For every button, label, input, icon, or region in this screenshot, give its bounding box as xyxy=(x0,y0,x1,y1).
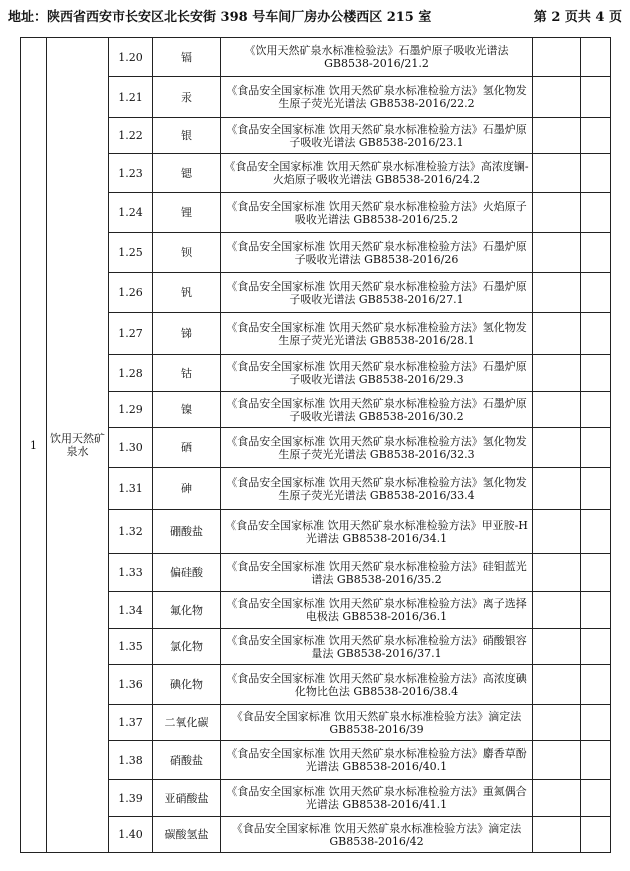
table-row xyxy=(21,741,611,780)
test-method: 《食品安全国家标准 饮用天然矿泉水标准检验方法》硅钼蓝光谱法 GB8538-2016/35.2 xyxy=(221,554,533,592)
test-method: 《食品安全国家标准 饮用天然矿泉水标准检验方法》火焰原子吸收光谱法 GB8538-2016/25.2 xyxy=(221,193,533,233)
empty-cell xyxy=(533,741,581,780)
table-row xyxy=(21,817,611,853)
test-method: 《食品安全国家标准 饮用天然矿泉水标准检验方法》氢化物发生原子荧光光谱法 GB8538-2016/33.4 xyxy=(221,468,533,510)
item-number: 1.36 xyxy=(109,665,153,705)
item-number: 1.33 xyxy=(109,554,153,592)
table-row xyxy=(21,592,611,629)
table-row xyxy=(21,392,611,428)
parameter-name: 亚硝酸盐 xyxy=(153,780,221,817)
empty-cell xyxy=(581,392,611,428)
test-method: 《食品安全国家标准 饮用天然矿泉水标准检验方法》氢化物发生原子荧光光谱法 GB8538-2016/28.1 xyxy=(221,313,533,355)
table-body xyxy=(21,38,611,853)
item-number: 1.35 xyxy=(109,629,153,665)
item-number: 1.37 xyxy=(109,705,153,741)
empty-cell xyxy=(581,77,611,118)
product-category: 饮用天然矿泉水 xyxy=(47,38,109,853)
table-row xyxy=(21,154,611,193)
test-method: 《食品安全国家标准 饮用天然矿泉水标准检验方法》氢化物发生原子荧光光谱法 GB8538-2016/32.3 xyxy=(221,428,533,468)
table-row xyxy=(21,780,611,817)
item-number: 1.21 xyxy=(109,77,153,118)
parameter-name: 硒 xyxy=(153,428,221,468)
test-method: 《食品安全国家标准 饮用天然矿泉水标准检验方法》甲亚胺-H 光谱法 GB8538-2016/34.1 xyxy=(221,510,533,554)
page-header xyxy=(8,6,622,24)
parameter-name: 砷 xyxy=(153,468,221,510)
test-method: 《食品安全国家标准 饮用天然矿泉水标准检验方法》高浓度镧-火焰原子吸收光谱法 GB8538-2016/24.2 xyxy=(221,154,533,193)
parameter-name: 氯化物 xyxy=(153,629,221,665)
empty-cell xyxy=(533,554,581,592)
item-number: 1.40 xyxy=(109,817,153,853)
empty-cell xyxy=(581,273,611,313)
test-method: 《食品安全国家标准 饮用天然矿泉水标准检验方法》离子选择电极法 GB8538-2016/36.1 xyxy=(221,592,533,629)
test-method: 《食品安全国家标准 饮用天然矿泉水标准检验方法》石墨炉原子吸收光谱法 GB8538-2016/26 xyxy=(221,233,533,273)
table-row xyxy=(21,233,611,273)
item-number: 1.23 xyxy=(109,154,153,193)
table-row xyxy=(21,428,611,468)
item-number: 1.20 xyxy=(109,38,153,77)
item-number: 1.31 xyxy=(109,468,153,510)
empty-cell xyxy=(533,38,581,77)
test-method: 《食品安全国家标准 饮用天然矿泉水标准检验方法》石墨炉原子吸收光谱法 GB8538-2016/23.1 xyxy=(221,118,533,154)
empty-cell xyxy=(533,468,581,510)
table-row xyxy=(21,313,611,355)
empty-cell xyxy=(533,705,581,741)
test-method: 《食品安全国家标准 饮用天然矿泉水标准检验方法》石墨炉原子吸收光谱法 GB8538-2016/30.2 xyxy=(221,392,533,428)
table-row xyxy=(21,77,611,118)
empty-cell xyxy=(581,233,611,273)
empty-cell xyxy=(581,510,611,554)
test-method: 《食品安全国家标准 饮用天然矿泉水标准检验方法》氢化物发生原子荧光光谱法 GB8538-2016/22.2 xyxy=(221,77,533,118)
parameter-name: 钡 xyxy=(153,233,221,273)
item-number: 1.24 xyxy=(109,193,153,233)
table-row xyxy=(21,705,611,741)
table-row xyxy=(21,665,611,705)
table-row xyxy=(21,629,611,665)
parameter-name: 碳酸氢盐 xyxy=(153,817,221,853)
parameter-name: 锶 xyxy=(153,154,221,193)
empty-cell xyxy=(533,118,581,154)
empty-cell xyxy=(581,193,611,233)
parameter-name: 硼酸盐 xyxy=(153,510,221,554)
empty-cell xyxy=(581,554,611,592)
empty-cell xyxy=(581,313,611,355)
test-method: 《食品安全国家标准 饮用天然矿泉水标准检验方法》石墨炉原子吸收光谱法 GB8538-2016/27.1 xyxy=(221,273,533,313)
parameter-name: 偏硅酸 xyxy=(153,554,221,592)
empty-cell xyxy=(533,428,581,468)
test-method: 《食品安全国家标准 饮用天然矿泉水标准检验方法》滴定法 GB8538-2016/42 xyxy=(221,817,533,853)
empty-cell xyxy=(533,273,581,313)
parameter-name: 硝酸盐 xyxy=(153,741,221,780)
parameter-name: 钴 xyxy=(153,355,221,392)
test-method: 《食品安全国家标准 饮用天然矿泉水标准检验方法》硝酸银容量法 GB8538-2016/37.1 xyxy=(221,629,533,665)
parameter-name: 锂 xyxy=(153,193,221,233)
item-number: 1.27 xyxy=(109,313,153,355)
test-method: 《食品安全国家标准 饮用天然矿泉水标准检验方法》高浓度碘化物比色法 GB8538-2016/38.4 xyxy=(221,665,533,705)
empty-cell xyxy=(581,154,611,193)
test-method: 《食品安全国家标准 饮用天然矿泉水标准检验方法》重氮偶合光谱法 GB8538-2016/41.1 xyxy=(221,780,533,817)
item-number: 1.29 xyxy=(109,392,153,428)
parameter-name: 镉 xyxy=(153,38,221,77)
empty-cell xyxy=(581,428,611,468)
item-number: 1.34 xyxy=(109,592,153,629)
test-method: 《食品安全国家标准 饮用天然矿泉水标准检验方法》滴定法 GB8538-2016/39 xyxy=(221,705,533,741)
parameter-name: 钒 xyxy=(153,273,221,313)
test-method: 《食品安全国家标准 饮用天然矿泉水标准检验方法》石墨炉原子吸收光谱法 GB8538-2016/29.3 xyxy=(221,355,533,392)
item-number: 1.25 xyxy=(109,233,153,273)
serial-number: 1 xyxy=(21,38,47,853)
item-number: 1.32 xyxy=(109,510,153,554)
parameter-name: 汞 xyxy=(153,77,221,118)
item-number: 1.26 xyxy=(109,273,153,313)
empty-cell xyxy=(533,780,581,817)
empty-cell xyxy=(533,77,581,118)
parameter-name: 氟化物 xyxy=(153,592,221,629)
table-row xyxy=(21,355,611,392)
table-row xyxy=(21,118,611,154)
parameter-name: 二氧化碳 xyxy=(153,705,221,741)
empty-cell xyxy=(581,705,611,741)
parameter-name: 镍 xyxy=(153,392,221,428)
item-number: 1.28 xyxy=(109,355,153,392)
empty-cell xyxy=(581,355,611,392)
item-number: 1.39 xyxy=(109,780,153,817)
empty-cell xyxy=(581,665,611,705)
empty-cell xyxy=(581,38,611,77)
table-row xyxy=(21,468,611,510)
empty-cell xyxy=(533,154,581,193)
table-row xyxy=(21,510,611,554)
empty-cell xyxy=(533,817,581,853)
test-method: 《食品安全国家标准 饮用天然矿泉水标准检验方法》麝香草酚光谱法 GB8538-2016/40.1 xyxy=(221,741,533,780)
empty-cell xyxy=(533,629,581,665)
table-row xyxy=(21,554,611,592)
table-row xyxy=(21,38,611,77)
empty-cell xyxy=(533,355,581,392)
empty-cell xyxy=(533,392,581,428)
page-number: 第 2 页共 4 页 xyxy=(533,10,622,25)
empty-cell xyxy=(581,629,611,665)
empty-cell xyxy=(533,193,581,233)
item-number: 1.30 xyxy=(109,428,153,468)
empty-cell xyxy=(533,592,581,629)
item-number: 1.38 xyxy=(109,741,153,780)
table-row xyxy=(21,273,611,313)
empty-cell xyxy=(581,592,611,629)
empty-cell xyxy=(581,780,611,817)
address-text: 地址：陕西省西安市长安区北长安街 398 号车间厂房办公楼西区 215 室 xyxy=(8,10,432,25)
accreditation-table xyxy=(20,37,611,853)
empty-cell xyxy=(533,665,581,705)
parameter-name: 锑 xyxy=(153,313,221,355)
table-row xyxy=(21,193,611,233)
empty-cell xyxy=(581,817,611,853)
empty-cell xyxy=(533,233,581,273)
empty-cell xyxy=(581,468,611,510)
empty-cell xyxy=(533,510,581,554)
empty-cell xyxy=(581,741,611,780)
empty-cell xyxy=(533,313,581,355)
parameter-name: 碘化物 xyxy=(153,665,221,705)
item-number: 1.22 xyxy=(109,118,153,154)
test-method: 《饮用天然矿泉水标准检验法》石墨炉原子吸收光谱法 GB8538-2016/21.2 xyxy=(221,38,533,77)
parameter-name: 银 xyxy=(153,118,221,154)
empty-cell xyxy=(581,118,611,154)
